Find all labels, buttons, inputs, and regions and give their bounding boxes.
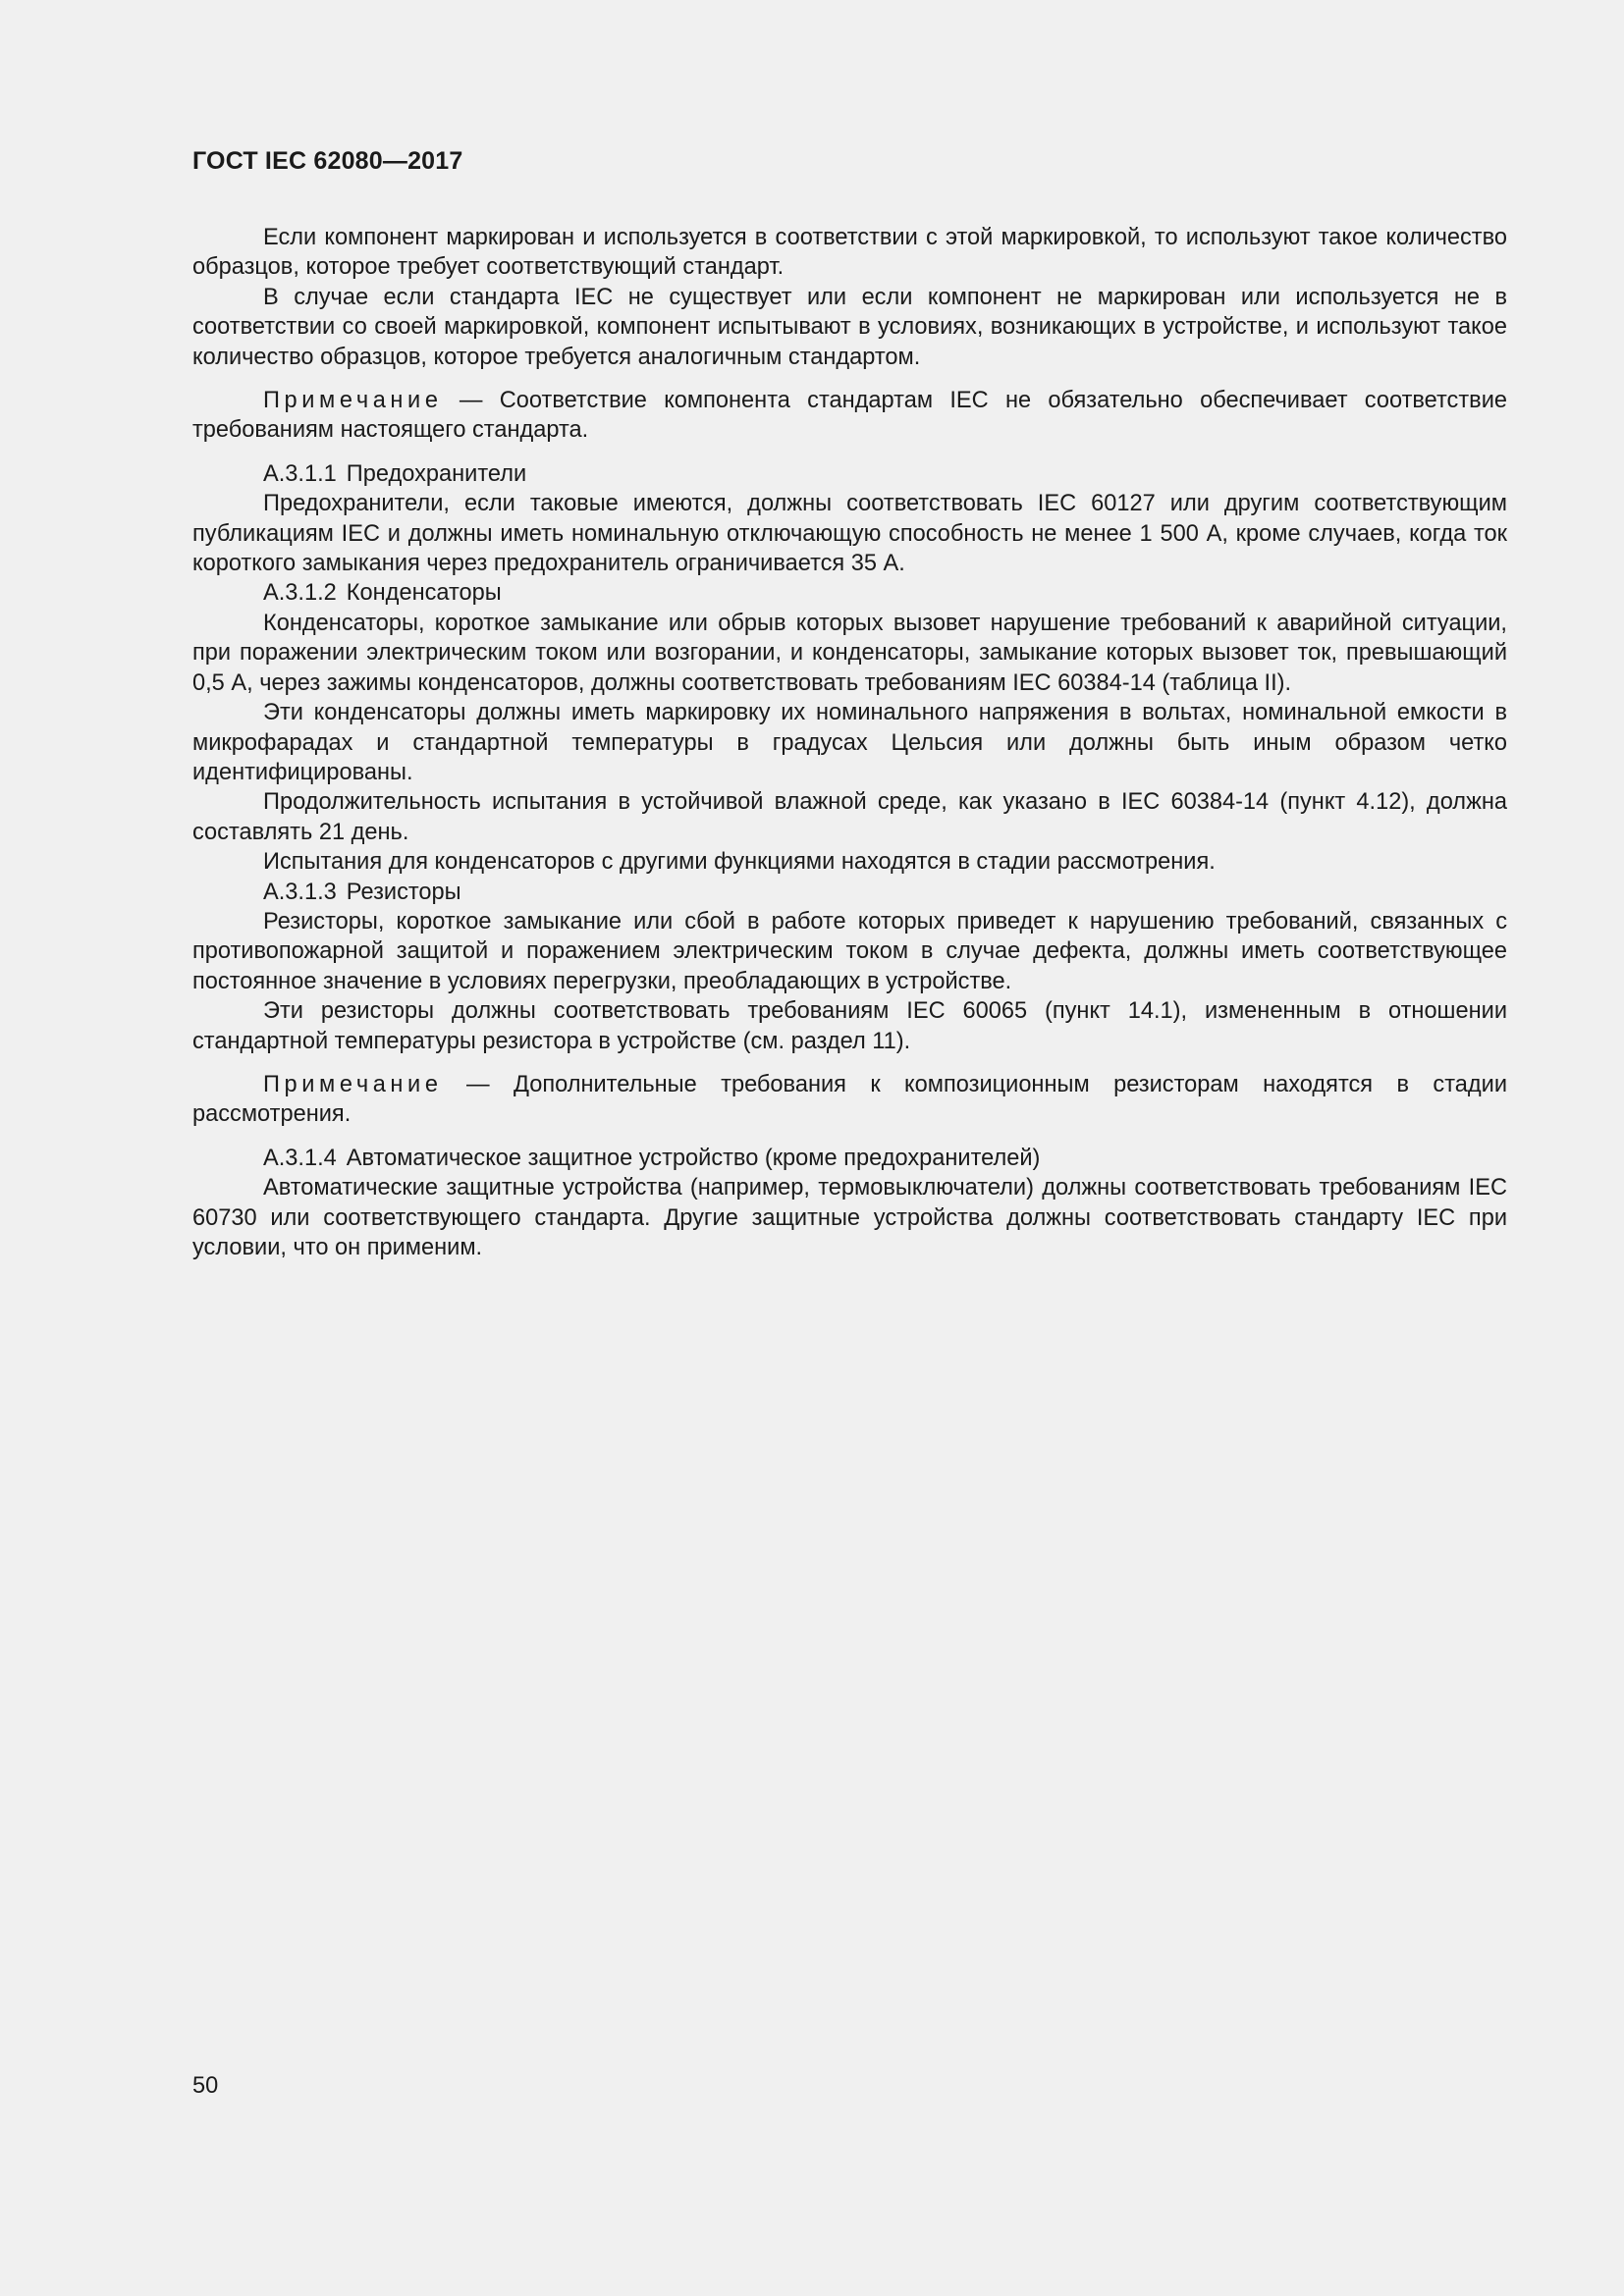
section-title: Конденсаторы bbox=[346, 580, 502, 607]
section-title: Резисторы bbox=[346, 879, 461, 905]
note-text: — Соответствие компонента стандартам IEC не обязательно обеспечивает соответствие требованиям настоящего стандарта. bbox=[192, 388, 1507, 444]
paragraph: Испытания для конденсаторов с другими функциями находятся в стадии рассмотрения. bbox=[263, 849, 1216, 876]
section-number: А.3.1.1 bbox=[263, 460, 337, 487]
paragraph: Конденсаторы, короткое замыкание или обрыв которых вызовет нарушение требований к аварийной ситуации, при поражении электрическим током или возгорании, и конденсаторы, замыкание которых вызовет ток, превышающий 0,5 А, через зажимы конденсаторов, должны соответствовать требованиям IEC 60384-14 (таблица II). bbox=[192, 610, 1507, 696]
section-number: А.3.1.4 bbox=[263, 1145, 337, 1171]
paragraph: Эти конденсаторы должны иметь маркировку их номинального напряжения в вольтах, номинальной емкости в микрофарадах и стандартной температуры в градусах Цельсия или должны быть иным образом четко идентифицированы. bbox=[192, 700, 1507, 785]
section-heading bbox=[192, 1144, 1507, 1173]
section-heading bbox=[192, 459, 1507, 489]
paragraph: Резисторы, короткое замыкание или сбой в работе которых приведет к нарушению требований, связанных с противопожарной защитой и поражением электрическим током в случае дефекта, должны иметь соответствующее постоянное значение в условиях перегрузки, преобладающих в устройстве. bbox=[192, 908, 1507, 994]
note-paragraph bbox=[192, 386, 1507, 446]
note-label: Примечание bbox=[263, 1071, 443, 1097]
paragraph: Предохранители, если таковые имеются, должны соответствовать IEC 60127 или другим соответствующим публикациям IEC и должны иметь номинальную отключающую способность не менее 1 500 А, кроме случаев, когда ток короткого замыкания через предохранитель ограничивается 35 А. bbox=[192, 491, 1507, 577]
document-body bbox=[192, 223, 1507, 1262]
page-number: 50 bbox=[192, 2073, 219, 2099]
section-number: А.3.1.3 bbox=[263, 879, 337, 905]
document-header: ГОСТ IEC 62080—2017 bbox=[192, 147, 463, 175]
paragraph: Продолжительность испытания в устойчивой влажной среде, как указано в IEC 60384-14 (пункт 4.12), должна составлять 21 день. bbox=[192, 789, 1507, 845]
note-label: Примечание bbox=[263, 388, 443, 414]
section-title: Автоматическое защитное устройство (кроме предохранителей) bbox=[346, 1145, 1041, 1171]
paragraph: Автоматические защитные устройства (например, термовыключатели) должны соответствовать требованиям IEC 60730 или соответствующего стандарта. Другие защитные устройства должны соответствовать стандарту IEC при условии, что он применим. bbox=[192, 1175, 1507, 1260]
note-paragraph bbox=[192, 1070, 1507, 1130]
section-title: Предохранители bbox=[346, 460, 527, 487]
paragraph: Если компонент маркирован и используется в соответствии с этой маркировкой, то используют такое количество образцов, которое требует соответствующий стандарт. bbox=[192, 225, 1507, 281]
note-text: — Дополнительные требования к композиционным резисторам находятся в стадии рассмотрения. bbox=[192, 1071, 1507, 1128]
section-heading bbox=[192, 578, 1507, 608]
paragraph: В случае если стандарта IEC не существует или если компонент не маркирован или используется не в соответствии со своей маркировкой, компонент испытывают в условиях, возникающих в устройстве, и используют такое количество образцов, которое требуется аналогичным стандартом. bbox=[192, 284, 1507, 370]
section-number: А.3.1.2 bbox=[263, 580, 337, 607]
paragraph: Эти резисторы должны соответствовать требованиям IEC 60065 (пункт 14.1), измененным в отношении стандартной температуры резистора в устройстве (см. раздел 11). bbox=[192, 998, 1507, 1054]
section-heading bbox=[192, 878, 1507, 907]
